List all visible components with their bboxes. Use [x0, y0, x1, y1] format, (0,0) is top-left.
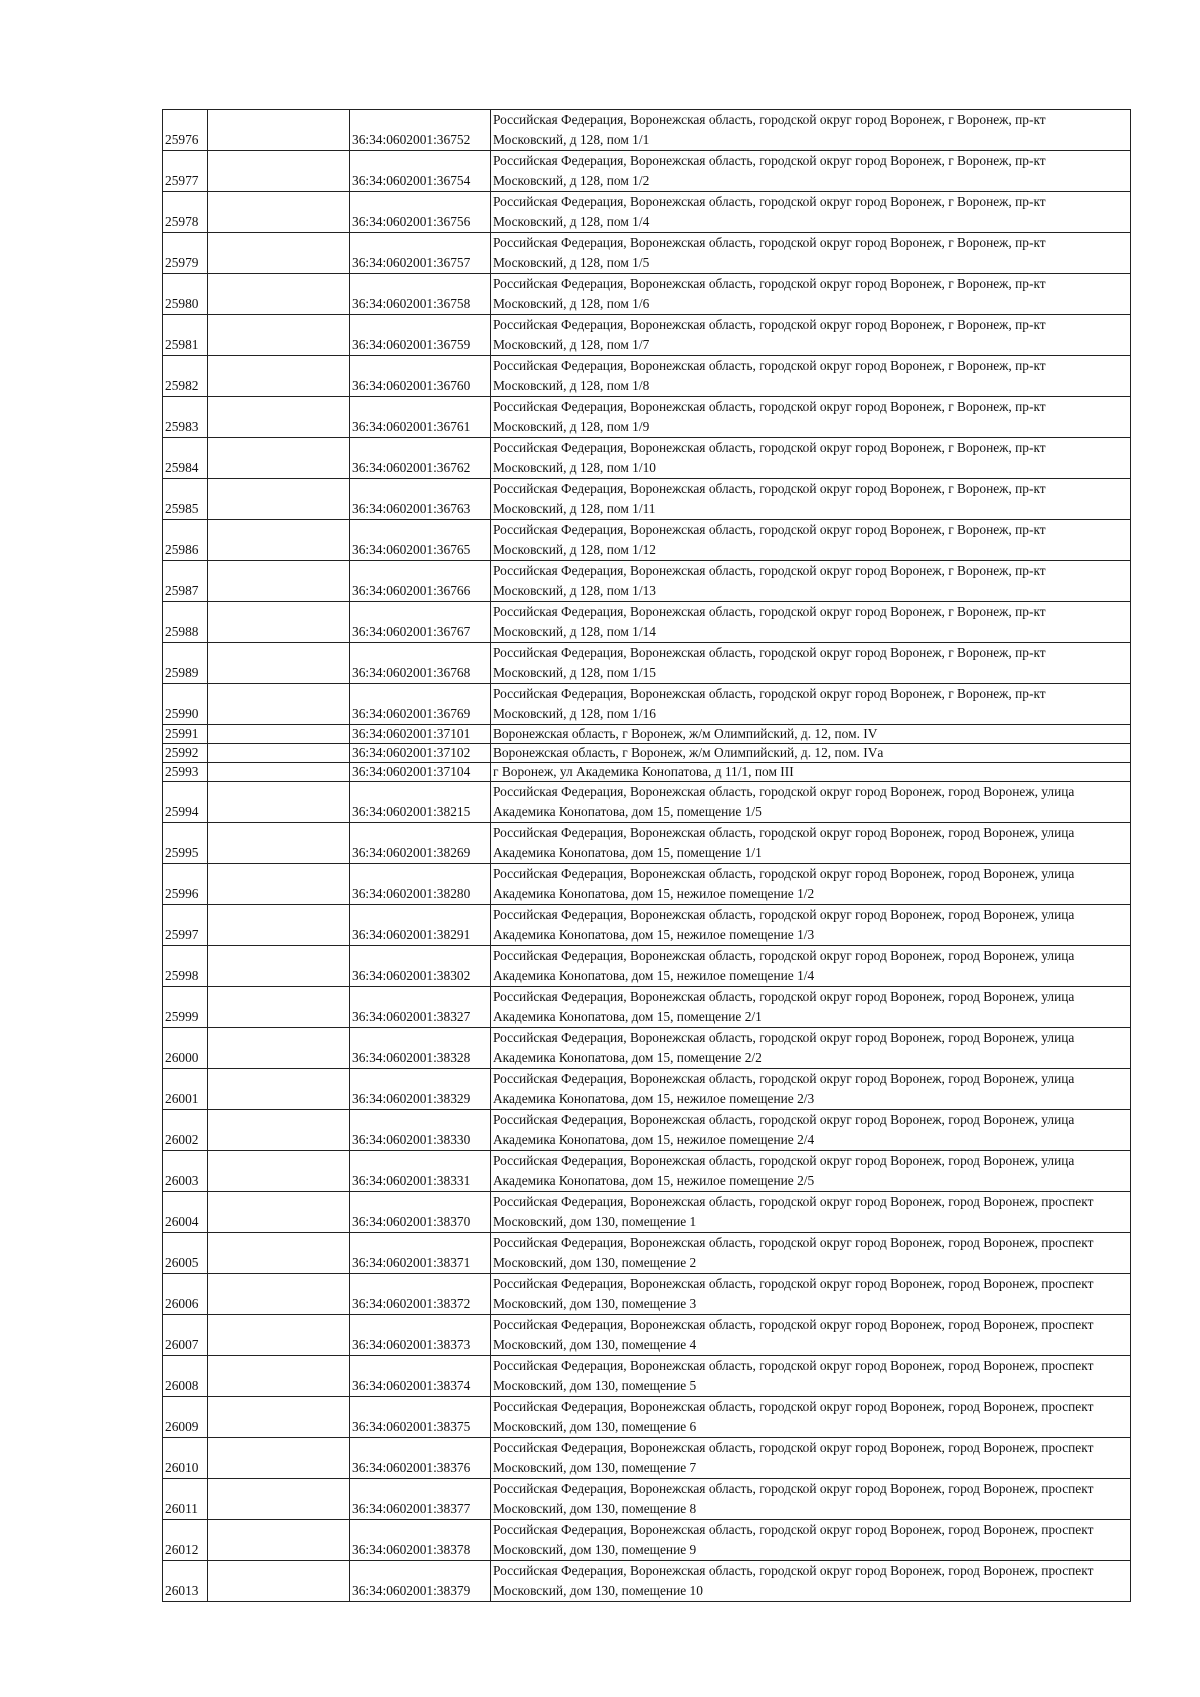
empty-cell: [208, 864, 350, 905]
address-cell: Российская Федерация, Воронежская область, городской округ город Воронеж, город Воронеж, проспект Московский, дом 130, помещение 8: [491, 1479, 1131, 1520]
cadastral-number-cell: 36:34:0602001:36758: [350, 274, 491, 315]
cadastral-number-cell: 36:34:0602001:36767: [350, 602, 491, 643]
table-row: [163, 1397, 1131, 1438]
address-cell: Российская Федерация, Воронежская область, городской округ город Воронеж, город Воронеж, улица Академика Конопатова, дом 15, помещение 2/1: [491, 987, 1131, 1028]
cadastral-number-cell: 36:34:0602001:38215: [350, 782, 491, 823]
empty-cell: [208, 438, 350, 479]
row-number-cell: 25994: [163, 782, 208, 823]
empty-cell: [208, 315, 350, 356]
address-cell: Российская Федерация, Воронежская область, городской округ город Воронеж, город Воронеж, проспект Московский, дом 130, помещение 9: [491, 1520, 1131, 1561]
cadastral-number-cell: 36:34:0602001:36769: [350, 684, 491, 725]
table-row: [163, 1028, 1131, 1069]
table-row: [163, 725, 1131, 744]
row-number-cell: 26013: [163, 1561, 208, 1602]
row-number-cell: 26008: [163, 1356, 208, 1397]
cadastral-number-cell: 36:34:0602001:37104: [350, 763, 491, 782]
row-number-cell: 25997: [163, 905, 208, 946]
cadastral-number-cell: 36:34:0602001:38372: [350, 1274, 491, 1315]
table-row: [163, 1110, 1131, 1151]
row-number-cell: 25988: [163, 602, 208, 643]
empty-cell: [208, 479, 350, 520]
cadastral-number-cell: 36:34:0602001:36757: [350, 233, 491, 274]
empty-cell: [208, 744, 350, 763]
table-row: [163, 479, 1131, 520]
cadastral-number-cell: 36:34:0602001:36760: [350, 356, 491, 397]
row-number-cell: 25987: [163, 561, 208, 602]
row-number-cell: 25977: [163, 151, 208, 192]
table-row: [163, 946, 1131, 987]
empty-cell: [208, 397, 350, 438]
row-number-cell: 25978: [163, 192, 208, 233]
cadastral-number-cell: 36:34:0602001:36765: [350, 520, 491, 561]
table-row: [163, 987, 1131, 1028]
cadastral-number-cell: 36:34:0602001:38329: [350, 1069, 491, 1110]
cadastral-number-cell: 36:34:0602001:36763: [350, 479, 491, 520]
row-number-cell: 25982: [163, 356, 208, 397]
row-number-cell: 26006: [163, 1274, 208, 1315]
empty-cell: [208, 1192, 350, 1233]
empty-cell: [208, 1479, 350, 1520]
document-page: [162, 109, 1131, 1602]
cadastral-number-cell: 36:34:0602001:38379: [350, 1561, 491, 1602]
row-number-cell: 25998: [163, 946, 208, 987]
table-row: [163, 151, 1131, 192]
address-cell: Российская Федерация, Воронежская область, городской округ город Воронеж, г Воронеж, пр-кт Московский, д 128, пом 1/13: [491, 561, 1131, 602]
row-number-cell: 26009: [163, 1397, 208, 1438]
table-row: [163, 520, 1131, 561]
empty-cell: [208, 602, 350, 643]
table-row: [163, 561, 1131, 602]
row-number-cell: 25984: [163, 438, 208, 479]
cadastral-number-cell: 36:34:0602001:38331: [350, 1151, 491, 1192]
empty-cell: [208, 1356, 350, 1397]
empty-cell: [208, 1520, 350, 1561]
address-cell: Российская Федерация, Воронежская область, городской округ город Воронеж, город Воронеж, проспект Московский, дом 130, помещение 10: [491, 1561, 1131, 1602]
cadastral-number-cell: 36:34:0602001:36752: [350, 110, 491, 151]
cadastral-number-cell: 36:34:0602001:38374: [350, 1356, 491, 1397]
cadastral-number-cell: 36:34:0602001:38280: [350, 864, 491, 905]
table-row: [163, 643, 1131, 684]
address-cell: Российская Федерация, Воронежская область, городской округ город Воронеж, город Воронеж, улица Академика Конопатова, дом 15, нежилое помещение 1/2: [491, 864, 1131, 905]
table-row: [163, 1192, 1131, 1233]
cadastral-number-cell: 36:34:0602001:36761: [350, 397, 491, 438]
address-cell: Российская Федерация, Воронежская область, городской округ город Воронеж, город Воронеж, проспект Московский, дом 130, помещение 4: [491, 1315, 1131, 1356]
table-row: [163, 233, 1131, 274]
row-number-cell: 25993: [163, 763, 208, 782]
empty-cell: [208, 1274, 350, 1315]
cadastral-number-cell: 36:34:0602001:38375: [350, 1397, 491, 1438]
row-number-cell: 26010: [163, 1438, 208, 1479]
row-number-cell: 25981: [163, 315, 208, 356]
table-row: [163, 905, 1131, 946]
address-cell: Российская Федерация, Воронежская область, городской округ город Воронеж, город Воронеж, улица Академика Конопатова, дом 15, нежилое помещение 2/4: [491, 1110, 1131, 1151]
empty-cell: [208, 1233, 350, 1274]
address-cell: Российская Федерация, Воронежская область, городской округ город Воронеж, г Воронеж, пр-кт Московский, д 128, пом 1/4: [491, 192, 1131, 233]
address-cell: Российская Федерация, Воронежская область, городской округ город Воронеж, г Воронеж, пр-кт Московский, д 128, пом 1/9: [491, 397, 1131, 438]
cadastral-number-cell: 36:34:0602001:38269: [350, 823, 491, 864]
empty-cell: [208, 356, 350, 397]
address-cell: Российская Федерация, Воронежская область, городской округ город Воронеж, г Воронеж, пр-кт Московский, д 128, пом 1/16: [491, 684, 1131, 725]
empty-cell: [208, 561, 350, 602]
empty-cell: [208, 192, 350, 233]
table-row: [163, 1274, 1131, 1315]
address-cell: Российская Федерация, Воронежская область, городской округ город Воронеж, город Воронеж, улица Академика Конопатова, дом 15, нежилое помещение 1/4: [491, 946, 1131, 987]
address-cell: г Воронеж, ул Академика Конопатова, д 11/1, пом III: [491, 763, 1131, 782]
empty-cell: [208, 823, 350, 864]
empty-cell: [208, 1028, 350, 1069]
address-cell: Российская Федерация, Воронежская область, городской округ город Воронеж, г Воронеж, пр-кт Московский, д 128, пом 1/12: [491, 520, 1131, 561]
address-cell: Российская Федерация, Воронежская область, городской округ город Воронеж, г Воронеж, пр-кт Московский, д 128, пом 1/7: [491, 315, 1131, 356]
table-row: [163, 397, 1131, 438]
row-number-cell: 25980: [163, 274, 208, 315]
row-number-cell: 25995: [163, 823, 208, 864]
row-number-cell: 26011: [163, 1479, 208, 1520]
table-row: [163, 1233, 1131, 1274]
empty-cell: [208, 1315, 350, 1356]
registry-table: [162, 109, 1131, 1602]
address-cell: Российская Федерация, Воронежская область, городской округ город Воронеж, г Воронеж, пр-кт Московский, д 128, пом 1/2: [491, 151, 1131, 192]
row-number-cell: 26007: [163, 1315, 208, 1356]
address-cell: Российская Федерация, Воронежская область, городской округ город Воронеж, город Воронеж, проспект Московский, дом 130, помещение 2: [491, 1233, 1131, 1274]
cadastral-number-cell: 36:34:0602001:38291: [350, 905, 491, 946]
address-cell: Российская Федерация, Воронежская область, городской округ город Воронеж, г Воронеж, пр-кт Московский, д 128, пом 1/15: [491, 643, 1131, 684]
address-cell: Российская Федерация, Воронежская область, городской округ город Воронеж, город Воронеж, улица Академика Конопатова, дом 15, помещение 1/5: [491, 782, 1131, 823]
cadastral-number-cell: 36:34:0602001:36762: [350, 438, 491, 479]
empty-cell: [208, 1110, 350, 1151]
row-number-cell: 25992: [163, 744, 208, 763]
row-number-cell: 25996: [163, 864, 208, 905]
row-number-cell: 26004: [163, 1192, 208, 1233]
address-cell: Российская Федерация, Воронежская область, городской округ город Воронеж, г Воронеж, пр-кт Московский, д 128, пом 1/14: [491, 602, 1131, 643]
row-number-cell: 25989: [163, 643, 208, 684]
address-cell: Российская Федерация, Воронежская область, городской округ город Воронеж, город Воронеж, проспект Московский, дом 130, помещение 6: [491, 1397, 1131, 1438]
row-number-cell: 26001: [163, 1069, 208, 1110]
table-row: [163, 274, 1131, 315]
row-number-cell: 25983: [163, 397, 208, 438]
empty-cell: [208, 1561, 350, 1602]
empty-cell: [208, 110, 350, 151]
table-row: [163, 356, 1131, 397]
table-row: [163, 1520, 1131, 1561]
table-row: [163, 1069, 1131, 1110]
empty-cell: [208, 151, 350, 192]
cadastral-number-cell: 36:34:0602001:38327: [350, 987, 491, 1028]
empty-cell: [208, 1397, 350, 1438]
cadastral-number-cell: 36:34:0602001:36759: [350, 315, 491, 356]
empty-cell: [208, 946, 350, 987]
address-cell: Российская Федерация, Воронежская область, городской округ город Воронеж, город Воронеж, проспект Московский, дом 130, помещение 1: [491, 1192, 1131, 1233]
row-number-cell: 26012: [163, 1520, 208, 1561]
cadastral-number-cell: 36:34:0602001:38371: [350, 1233, 491, 1274]
row-number-cell: 25986: [163, 520, 208, 561]
address-cell: Российская Федерация, Воронежская область, городской округ город Воронеж, город Воронеж, проспект Московский, дом 130, помещение 7: [491, 1438, 1131, 1479]
row-number-cell: 25991: [163, 725, 208, 744]
address-cell: Российская Федерация, Воронежская область, городской округ город Воронеж, г Воронеж, пр-кт Московский, д 128, пом 1/11: [491, 479, 1131, 520]
row-number-cell: 25976: [163, 110, 208, 151]
address-cell: Российская Федерация, Воронежская область, городской округ город Воронеж, г Воронеж, пр-кт Московский, д 128, пом 1/5: [491, 233, 1131, 274]
table-row: [163, 110, 1131, 151]
empty-cell: [208, 987, 350, 1028]
cadastral-number-cell: 36:34:0602001:36766: [350, 561, 491, 602]
address-cell: Российская Федерация, Воронежская область, городской округ город Воронеж, город Воронеж, проспект Московский, дом 130, помещение 3: [491, 1274, 1131, 1315]
cadastral-number-cell: 36:34:0602001:37101: [350, 725, 491, 744]
cadastral-number-cell: 36:34:0602001:38328: [350, 1028, 491, 1069]
cadastral-number-cell: 36:34:0602001:38377: [350, 1479, 491, 1520]
table-row: [163, 1438, 1131, 1479]
empty-cell: [208, 684, 350, 725]
cadastral-number-cell: 36:34:0602001:38330: [350, 1110, 491, 1151]
table-row: [163, 763, 1131, 782]
table-row: [163, 744, 1131, 763]
row-number-cell: 25979: [163, 233, 208, 274]
empty-cell: [208, 1438, 350, 1479]
address-cell: Российская Федерация, Воронежская область, городской округ город Воронеж, город Воронеж, проспект Московский, дом 130, помещение 5: [491, 1356, 1131, 1397]
cadastral-number-cell: 36:34:0602001:38376: [350, 1438, 491, 1479]
table-row: [163, 782, 1131, 823]
registry-table-body: [163, 110, 1131, 1602]
row-number-cell: 25985: [163, 479, 208, 520]
cadastral-number-cell: 36:34:0602001:38378: [350, 1520, 491, 1561]
table-row: [163, 438, 1131, 479]
empty-cell: [208, 905, 350, 946]
table-row: [163, 602, 1131, 643]
empty-cell: [208, 1151, 350, 1192]
row-number-cell: 26000: [163, 1028, 208, 1069]
address-cell: Воронежская область, г Воронеж, ж/м Олимпийский, д. 12, пом. IV: [491, 725, 1131, 744]
row-number-cell: 26005: [163, 1233, 208, 1274]
address-cell: Российская Федерация, Воронежская область, городской округ город Воронеж, город Воронеж, улица Академика Конопатова, дом 15, нежилое помещение 2/5: [491, 1151, 1131, 1192]
empty-cell: [208, 233, 350, 274]
cadastral-number-cell: 36:34:0602001:38373: [350, 1315, 491, 1356]
address-cell: Российская Федерация, Воронежская область, городской округ город Воронеж, г Воронеж, пр-кт Московский, д 128, пом 1/1: [491, 110, 1131, 151]
row-number-cell: 25999: [163, 987, 208, 1028]
cadastral-number-cell: 36:34:0602001:38302: [350, 946, 491, 987]
address-cell: Российская Федерация, Воронежская область, городской округ город Воронеж, г Воронеж, пр-кт Московский, д 128, пом 1/10: [491, 438, 1131, 479]
empty-cell: [208, 1069, 350, 1110]
table-row: [163, 1356, 1131, 1397]
table-row: [163, 192, 1131, 233]
table-row: [163, 1561, 1131, 1602]
table-row: [163, 864, 1131, 905]
row-number-cell: 25990: [163, 684, 208, 725]
table-row: [163, 315, 1131, 356]
empty-cell: [208, 725, 350, 744]
cadastral-number-cell: 36:34:0602001:37102: [350, 744, 491, 763]
address-cell: Российская Федерация, Воронежская область, городской округ город Воронеж, город Воронеж, улица Академика Конопатова, дом 15, помещение 2/2: [491, 1028, 1131, 1069]
empty-cell: [208, 643, 350, 684]
cadastral-number-cell: 36:34:0602001:36756: [350, 192, 491, 233]
address-cell: Воронежская область, г Воронеж, ж/м Олимпийский, д. 12, пом. IVа: [491, 744, 1131, 763]
cadastral-number-cell: 36:34:0602001:38370: [350, 1192, 491, 1233]
table-row: [163, 1315, 1131, 1356]
row-number-cell: 26002: [163, 1110, 208, 1151]
empty-cell: [208, 782, 350, 823]
address-cell: Российская Федерация, Воронежская область, городской округ город Воронеж, г Воронеж, пр-кт Московский, д 128, пом 1/8: [491, 356, 1131, 397]
empty-cell: [208, 274, 350, 315]
table-row: [163, 1151, 1131, 1192]
table-row: [163, 684, 1131, 725]
empty-cell: [208, 520, 350, 561]
row-number-cell: 26003: [163, 1151, 208, 1192]
empty-cell: [208, 763, 350, 782]
address-cell: Российская Федерация, Воронежская область, городской округ город Воронеж, город Воронеж, улица Академика Конопатова, дом 15, нежилое помещение 1/3: [491, 905, 1131, 946]
cadastral-number-cell: 36:34:0602001:36768: [350, 643, 491, 684]
table-row: [163, 823, 1131, 864]
table-row: [163, 1479, 1131, 1520]
address-cell: Российская Федерация, Воронежская область, городской округ город Воронеж, город Воронеж, улица Академика Конопатова, дом 15, нежилое помещение 2/3: [491, 1069, 1131, 1110]
cadastral-number-cell: 36:34:0602001:36754: [350, 151, 491, 192]
address-cell: Российская Федерация, Воронежская область, городской округ город Воронеж, город Воронеж, улица Академика Конопатова, дом 15, помещение 1/1: [491, 823, 1131, 864]
address-cell: Российская Федерация, Воронежская область, городской округ город Воронеж, г Воронеж, пр-кт Московский, д 128, пом 1/6: [491, 274, 1131, 315]
